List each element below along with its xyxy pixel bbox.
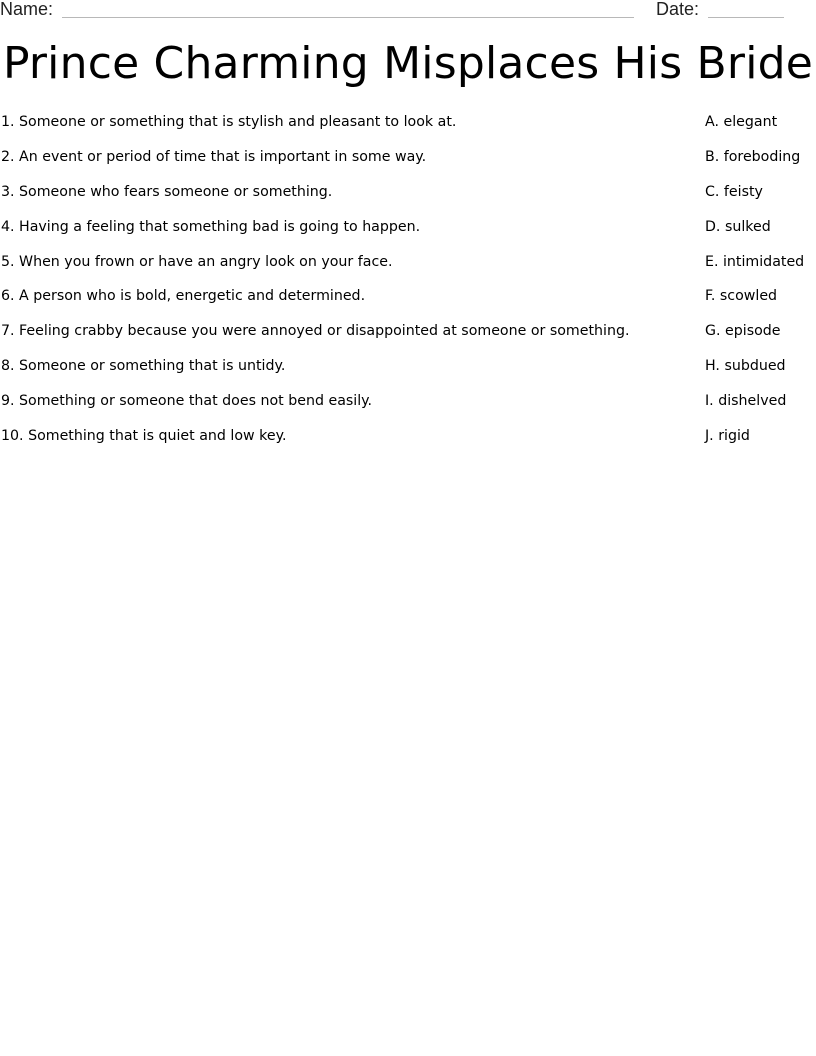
answer-c: C. feisty [705, 183, 763, 200]
date-label: Date: [656, 0, 700, 19]
name-field-line [62, 17, 634, 18]
matching-row [0, 182, 816, 217]
matching-row [0, 252, 816, 287]
matching-row [0, 426, 816, 461]
answer-d: D. sulked [705, 218, 771, 235]
clue-7: 7. Feeling crabby because you were annoyed or disappointed at someone or something. [1, 323, 630, 340]
clue-9: 9. Something or someone that does not bend easily. [1, 393, 373, 410]
matching-row [0, 321, 816, 356]
clue-1: 1. Someone or something that is stylish and pleasant to look at. [1, 114, 457, 130]
answer-f: F. scowled [705, 288, 778, 305]
clue-6: 6. A person who is bold, energetic and determined. [1, 288, 366, 305]
answer-g: G. episode [705, 323, 781, 340]
matching-row [0, 356, 816, 391]
matching-row [0, 217, 816, 252]
answer-h: H. subdued [705, 358, 786, 375]
matching-row [0, 147, 816, 182]
clue-10: 10. Something that is quiet and low key. [1, 428, 287, 445]
name-label: Name: [0, 0, 54, 19]
answer-j: J. rigid [705, 428, 750, 445]
matching-list [0, 112, 816, 461]
answer-e: E. intimidated [705, 253, 805, 270]
matching-row [0, 286, 816, 321]
page-title: Prince Charming Misplaces His Bride [2, 38, 814, 89]
clue-5: 5. When you frown or have an angry look on your face. [1, 253, 393, 270]
date-field-line [708, 17, 784, 18]
answer-b: B. foreboding [705, 148, 801, 165]
clue-2: 2. An event or period of time that is important in some way. [1, 148, 427, 165]
answer-i: I. dishelved [705, 393, 787, 410]
matching-row [0, 391, 816, 426]
matching-row [0, 112, 816, 147]
answer-a: A. elegant [705, 114, 778, 130]
clue-8: 8. Someone or something that is untidy. [1, 358, 286, 375]
clue-4: 4. Having a feeling that something bad is going to happen. [1, 218, 421, 235]
header [0, 0, 816, 22]
clue-3: 3. Someone who fears someone or something. [1, 183, 333, 200]
